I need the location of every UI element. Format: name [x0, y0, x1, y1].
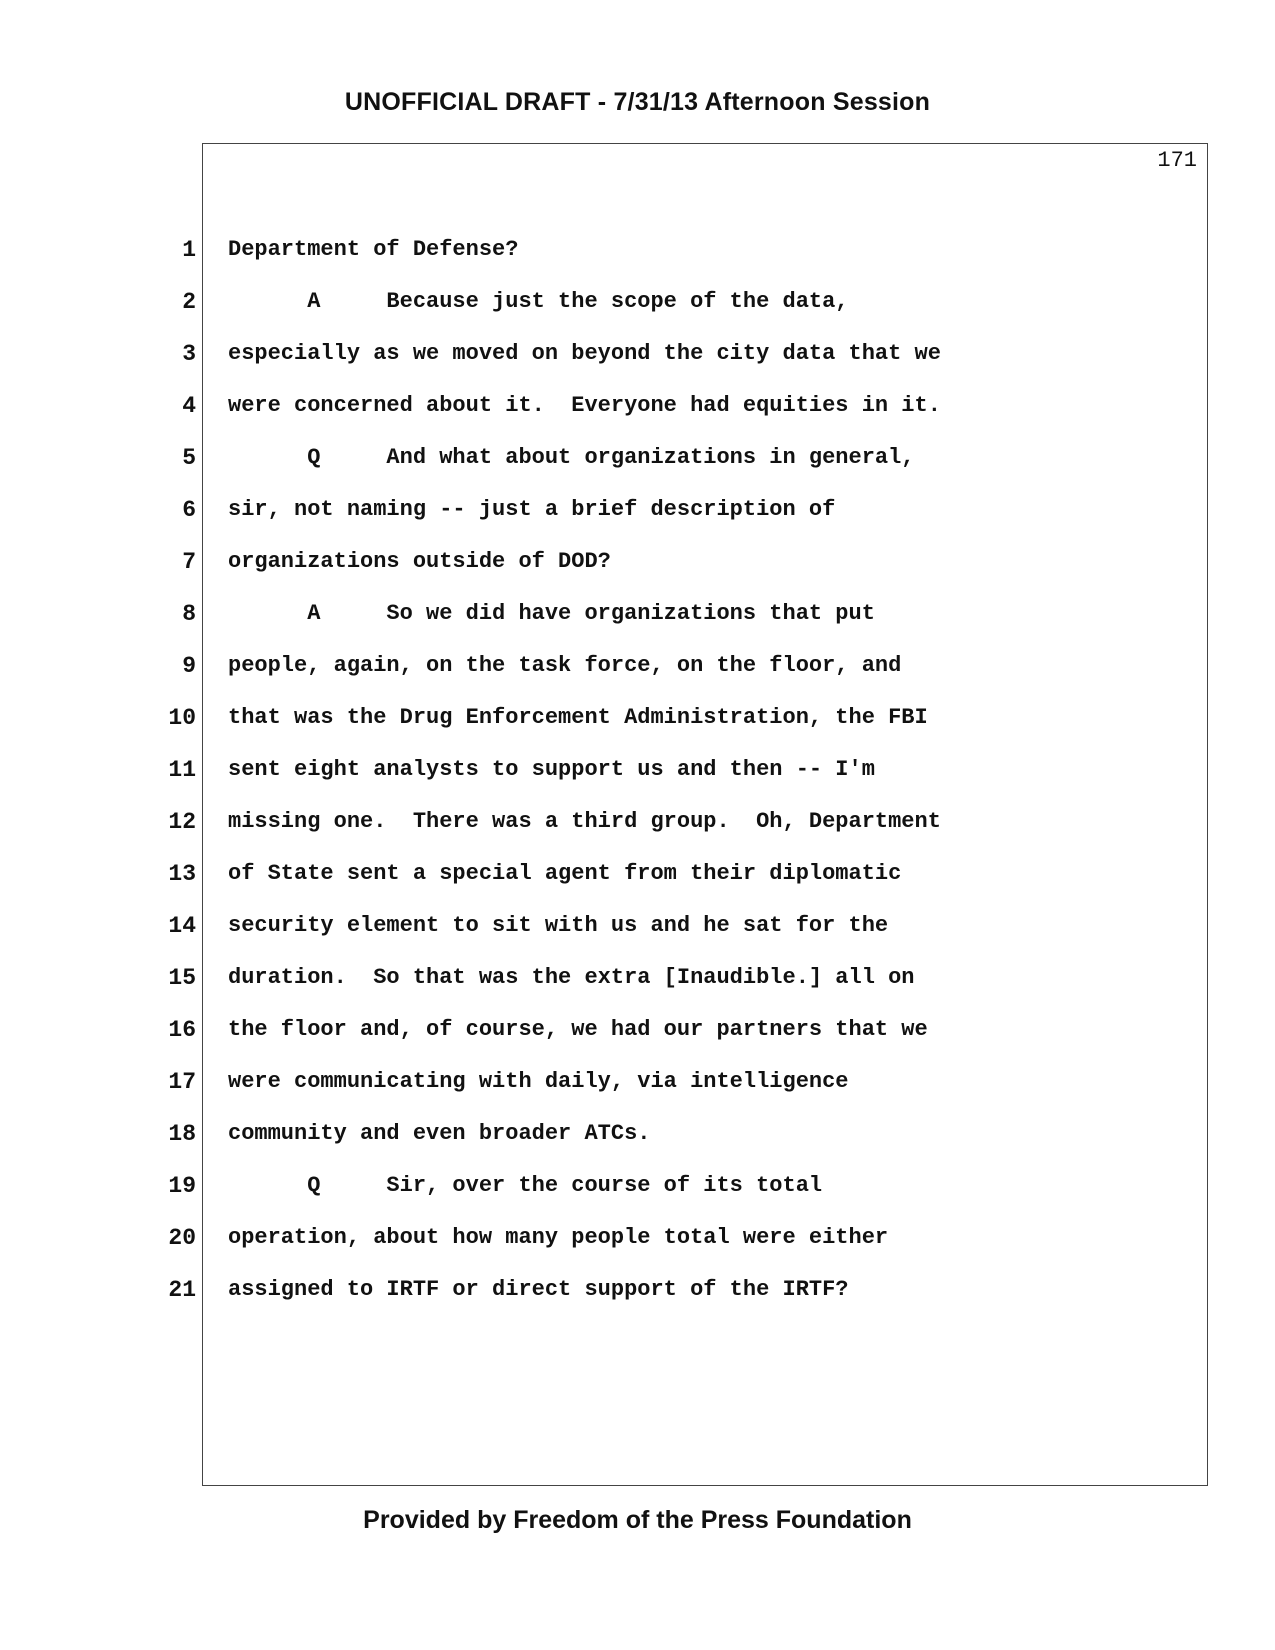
transcript-line	[0, 1171, 1275, 1223]
transcript-line	[0, 1275, 1275, 1327]
transcript-line	[0, 859, 1275, 911]
line-text: people, again, on the task force, on the floor, and	[228, 653, 902, 678]
transcript-line	[0, 703, 1275, 755]
line-text: security element to sit with us and he sat for the	[228, 913, 889, 938]
line-text: Q And what about organizations in general,	[228, 445, 915, 470]
line-number: 10	[168, 705, 196, 731]
transcript-line	[0, 1119, 1275, 1171]
transcript-line	[0, 339, 1275, 391]
transcript-line	[0, 1223, 1275, 1275]
line-text: were concerned about it. Everyone had equities in it.	[228, 393, 941, 418]
line-text: operation, about how many people total were either	[228, 1225, 889, 1250]
transcript-line	[0, 287, 1275, 339]
transcript-line	[0, 911, 1275, 963]
line-text: especially as we moved on beyond the city data that we	[228, 341, 941, 366]
line-text: of State sent a special agent from their diplomatic	[228, 861, 902, 886]
line-number: 2	[182, 289, 196, 315]
line-text: A Because just the scope of the data,	[228, 289, 849, 314]
line-number: 11	[168, 757, 196, 783]
line-text: the floor and, of course, we had our partners that we	[228, 1017, 928, 1042]
line-number: 12	[168, 809, 196, 835]
line-number: 15	[168, 965, 196, 991]
transcript-line	[0, 495, 1275, 547]
transcript-line	[0, 807, 1275, 859]
line-number: 5	[182, 445, 196, 471]
line-number: 9	[182, 653, 196, 679]
page-footer: Provided by Freedom of the Press Foundation	[363, 1506, 912, 1534]
line-number: 20	[168, 1225, 196, 1251]
line-number: 8	[182, 601, 196, 627]
line-number: 19	[168, 1173, 196, 1199]
transcript-line	[0, 599, 1275, 651]
transcript-line	[0, 391, 1275, 443]
line-number: 4	[182, 393, 196, 419]
line-number: 7	[182, 549, 196, 575]
line-text: that was the Drug Enforcement Administration, the FBI	[228, 705, 928, 730]
line-text: were communicating with daily, via intelligence	[228, 1069, 849, 1094]
transcript-line	[0, 1015, 1275, 1067]
transcript-line	[0, 963, 1275, 1015]
line-number: 14	[168, 913, 196, 939]
transcript-line	[0, 547, 1275, 599]
page-header-title: UNOFFICIAL DRAFT - 7/31/13 Afternoon Session	[344, 88, 931, 116]
line-text: sir, not naming -- just a brief description of	[228, 497, 836, 522]
line-number: 1	[182, 237, 196, 263]
line-number: 17	[168, 1069, 196, 1095]
transcript-lines	[0, 235, 1275, 1327]
transcript-line	[0, 651, 1275, 703]
line-text: Department of Defense?	[228, 237, 519, 262]
transcript-line	[0, 235, 1275, 287]
line-text: organizations outside of DOD?	[228, 549, 611, 574]
line-number: 16	[168, 1017, 196, 1043]
line-text: missing one. There was a third group. Oh, Department	[228, 809, 941, 834]
line-text: assigned to IRTF or direct support of the IRTF?	[228, 1277, 849, 1302]
line-text: sent eight analysts to support us and then -- I'm	[228, 757, 875, 782]
line-text: duration. So that was the extra [Inaudible.] all on	[228, 965, 915, 990]
line-number: 13	[168, 861, 196, 887]
line-number: 21	[168, 1277, 196, 1303]
line-number: 3	[182, 341, 196, 367]
transcript-line	[0, 755, 1275, 807]
line-text: community and even broader ATCs.	[228, 1121, 651, 1146]
page-number: 171	[1157, 148, 1197, 173]
transcript-line	[0, 1067, 1275, 1119]
line-text: A So we did have organizations that put	[228, 601, 875, 626]
line-text: Q Sir, over the course of its total	[228, 1173, 823, 1198]
line-number: 6	[182, 497, 196, 523]
line-number: 18	[168, 1121, 196, 1147]
transcript-line	[0, 443, 1275, 495]
